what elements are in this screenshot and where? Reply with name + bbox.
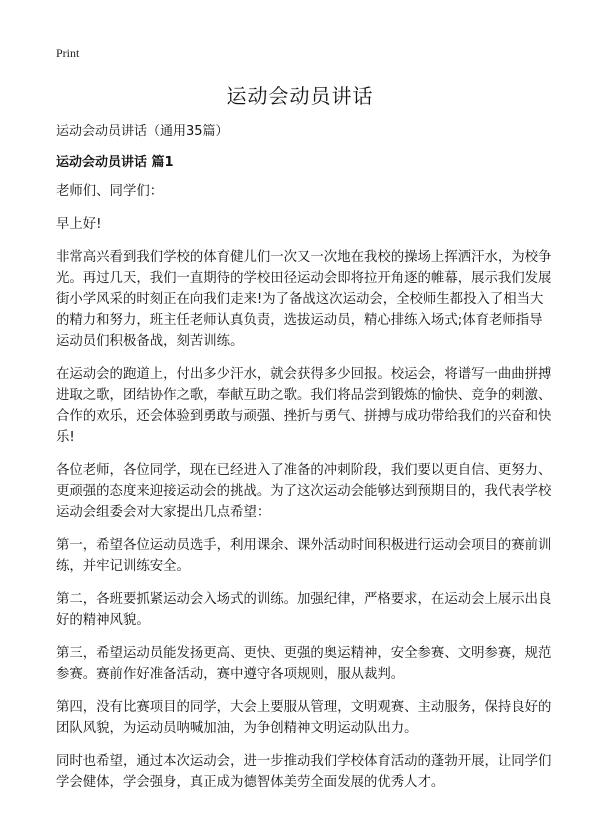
section-heading: 运动会动员讲话 篇1 [56, 155, 174, 170]
point-paragraph: 第一，希望各位运动员选手，利用课余、课外活动时间积极进行运动会项目的赛前训练，并牢记训练安全。 [56, 538, 552, 574]
body-paragraph: 各位老师，各位同学，现在已经进入了准备的冲刺阶段，我们要以更自信、更努力、更顽强的态度来迎接运动会的挑战。为了这次运动会能够达到预期目的，我代表学校运动会组委会对大家提出几点希望： [56, 463, 552, 520]
greeting-morning-paragraph: 早上好! [56, 217, 102, 232]
point-paragraph: 第三，希望运动员能发扬更高、更快、更强的奥运精神，安全参赛、文明参赛，规范参赛。赛前作好准备活动，赛中遵守各项规则，服从裁判。 [56, 646, 552, 682]
page-title: 运动会动员讲话 [226, 84, 374, 108]
article-body [56, 181, 552, 805]
point-paragraph: 第二，各班要抓紧运动会入场式的训练。加强纪律，严格要求，在运动会上展示出良好的精神风貌。 [56, 592, 552, 628]
point-paragraph: 第四，没有比赛项目的同学，大会上要服从管理，文明观赛、主动服务，保持良好的团队风貌，为运动员呐喊加油，为争创精神文明运动队出力。 [56, 700, 552, 736]
body-paragraph: 在运动会的跑道上，付出多少汗水，就会获得多少回报。校运会，将谱写一曲曲拼搏进取之歌，团结协作之歌，奉献互助之歌。我们将品尝到锻炼的愉快、竞争的刺激、合作的欢乐，还会体验到勇敢与顽强、挫折与勇气、拼搏与成功带给我们的兴奋和快乐! [56, 367, 552, 445]
print-link[interactable]: Print [56, 46, 80, 60]
closing-paragraph: 同时也希望，通过本次运动会，进一步推动我们学校体育活动的蓬勃开展，让同学们学会健体，学会强身，真正成为德智体美劳全面发展的优秀人才。 [56, 754, 552, 790]
body-paragraph: 非常高兴看到我们学校的体育健儿们一次又一次地在我校的操场上挥洒汗水，为校争光。再过几天，我们一直期待的学校田径运动会即将拉开角逐的帷幕，展示我们发展街小学风采的时刻正在向我们走来!为了备战这次运动会，全校师生都投入了相当大的精力和努力，班主任老师认真负责，选拔运动员，精心排练入场式;体育老师指导运动员们积极备战，刻苦训练。 [56, 250, 552, 349]
document-subtitle: 运动会动员讲话（通用35篇） [56, 124, 229, 139]
greeting-paragraph: 老师们、同学们： [56, 184, 164, 199]
